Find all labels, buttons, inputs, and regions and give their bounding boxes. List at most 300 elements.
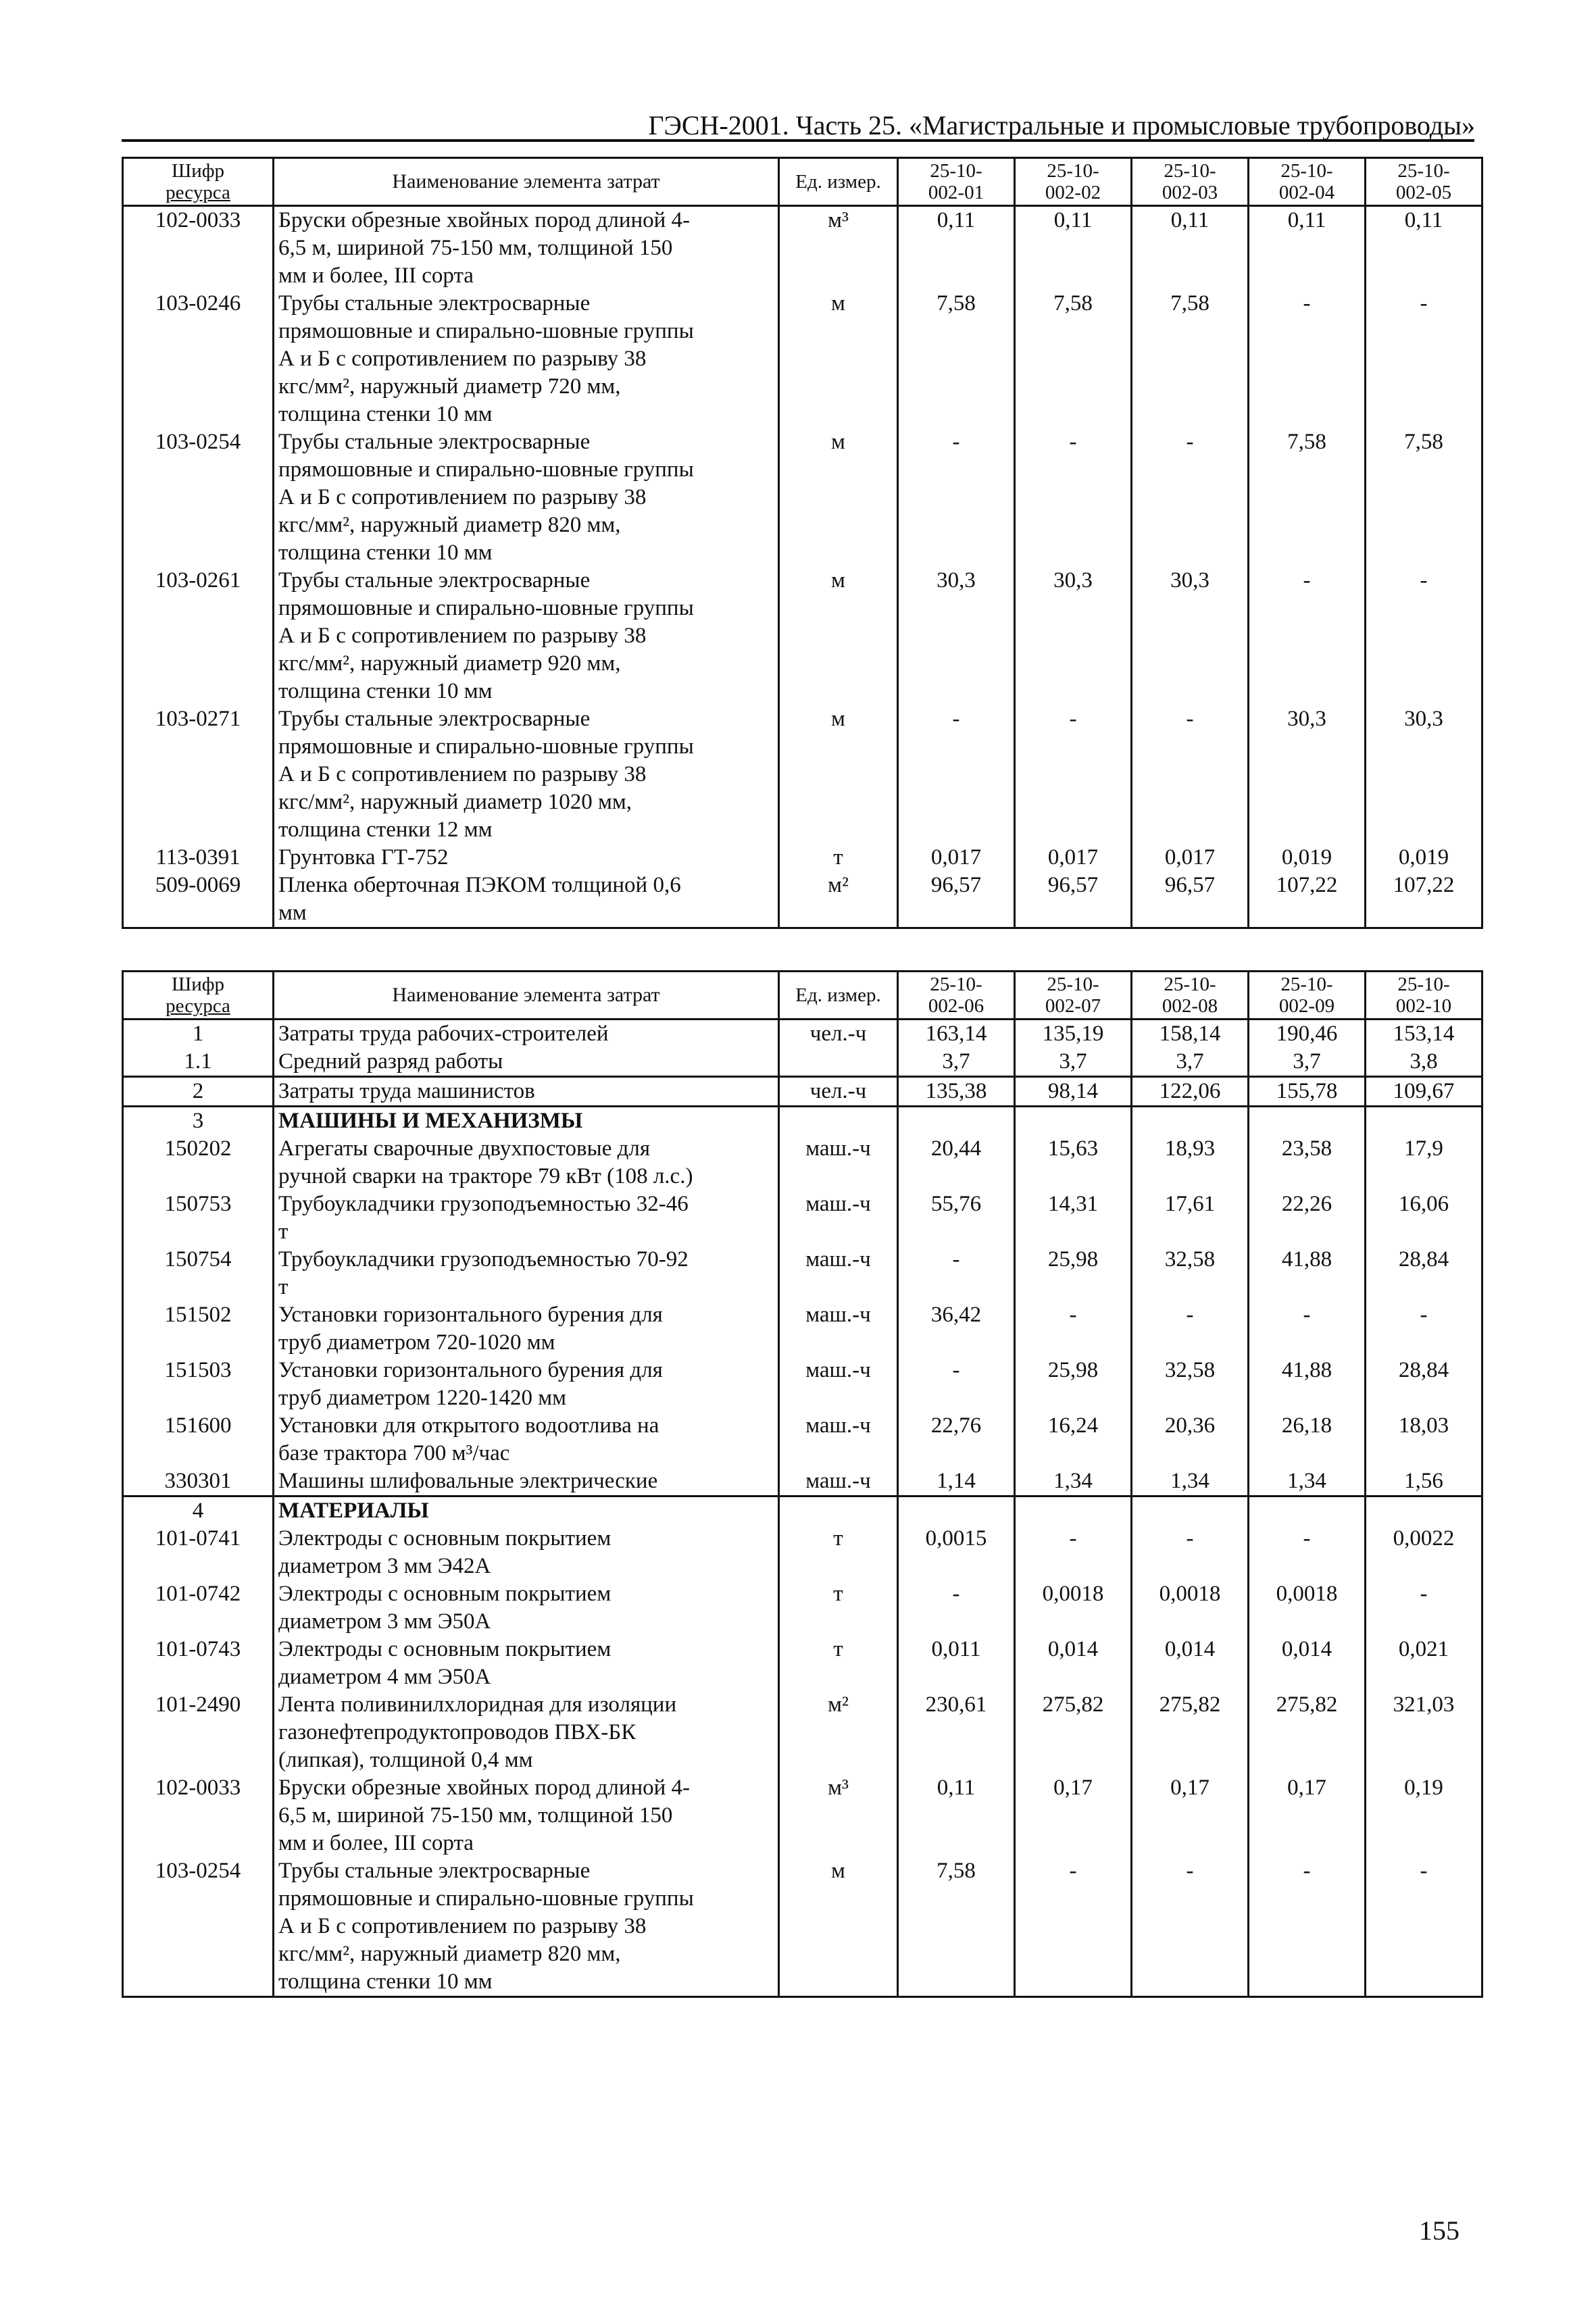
resource-value: 7,58 xyxy=(898,1857,1015,1997)
header-col-8 xyxy=(1132,972,1249,1020)
table-row xyxy=(123,1525,1482,1580)
resource-name-line: Установки горизонтального бурения для xyxy=(278,1358,663,1382)
resource-value: 275,82 xyxy=(1015,1691,1132,1774)
table-row xyxy=(123,1246,1482,1301)
resource-value: - xyxy=(1249,290,1366,428)
resource-value xyxy=(1249,1496,1366,1526)
resource-code: 103-0246 xyxy=(123,290,274,428)
table-row xyxy=(123,844,1482,872)
resource-name-line: А и Б с сопротивлением по разрыву 38 xyxy=(278,485,647,509)
resource-value: 17,9 xyxy=(1366,1135,1482,1190)
resource-name xyxy=(274,1691,779,1774)
resource-value: 0,014 xyxy=(1249,1636,1366,1691)
resource-value: 25,98 xyxy=(1015,1246,1132,1301)
resource-value xyxy=(1015,1107,1132,1136)
resource-value: 1,34 xyxy=(1249,1467,1366,1496)
resource-code: 151502 xyxy=(123,1301,274,1357)
header-col-10 xyxy=(1366,972,1482,1020)
resource-value: - xyxy=(898,428,1015,567)
resource-name-line: диаметром 4 мм Э50А xyxy=(278,1665,491,1689)
resource-value: - xyxy=(1015,1301,1132,1357)
resource-value: 158,14 xyxy=(1132,1020,1249,1049)
resource-value: 32,58 xyxy=(1132,1246,1249,1301)
table-row xyxy=(123,1467,1482,1496)
resource-name xyxy=(274,1636,779,1691)
resource-name-line: т xyxy=(278,1275,289,1299)
resource-value: 26,18 xyxy=(1249,1412,1366,1467)
table-row xyxy=(123,1412,1482,1467)
resource-value: 14,31 xyxy=(1015,1190,1132,1246)
resource-name-line: Агрегаты сварочные двухпостовые для xyxy=(278,1136,651,1161)
resource-name-line: Трубы стальные электросварные xyxy=(278,291,591,316)
resource-value: 3,7 xyxy=(1249,1048,1366,1077)
resource-value: 96,57 xyxy=(1015,872,1132,928)
resource-value: - xyxy=(1249,567,1366,705)
resource-unit: м xyxy=(779,567,898,705)
header-col-5 xyxy=(1366,158,1482,206)
resource-name xyxy=(274,1020,779,1049)
resource-name-line: МАШИНЫ И МЕХАНИЗМЫ xyxy=(278,1109,583,1133)
resource-name-line: Затраты труда машинистов xyxy=(278,1079,535,1103)
resource-code: 150202 xyxy=(123,1135,274,1190)
resource-value: 3,8 xyxy=(1366,1048,1482,1077)
resource-name xyxy=(274,872,779,928)
table-row xyxy=(123,1020,1482,1049)
header-col-line: 25-10- xyxy=(930,160,982,182)
header-col-line: 002-08 xyxy=(1162,995,1218,1017)
resource-value: 3,7 xyxy=(898,1048,1015,1077)
resource-name-line: (липкая), толщиной 0,4 мм xyxy=(278,1748,533,1772)
resource-value: 25,98 xyxy=(1015,1357,1132,1412)
resource-name-line: А и Б с сопротивлением по разрыву 38 xyxy=(278,624,647,648)
resource-value: 163,14 xyxy=(898,1020,1015,1049)
resource-name-line: толщина стенки 10 мм xyxy=(278,402,493,426)
header-col-1 xyxy=(898,158,1015,206)
header-code-line1: Шифр xyxy=(171,160,225,182)
resource-value: 1,34 xyxy=(1132,1467,1249,1496)
resource-value: 1,56 xyxy=(1366,1467,1482,1496)
resource-name-line: Трубоукладчики грузоподъемностью 32-46 xyxy=(278,1192,689,1216)
resource-name-line: труб диаметром 720-1020 мм xyxy=(278,1330,555,1355)
header-col-line: 002-10 xyxy=(1395,995,1452,1017)
header-col-2 xyxy=(1015,158,1132,206)
resource-unit: чел.-ч xyxy=(779,1077,898,1107)
resource-name xyxy=(274,428,779,567)
resource-value: 7,58 xyxy=(1015,290,1132,428)
resource-unit: маш.-ч xyxy=(779,1357,898,1412)
resource-unit: маш.-ч xyxy=(779,1467,898,1496)
resource-value xyxy=(1015,1496,1132,1526)
resource-value: - xyxy=(1249,1857,1366,1997)
resource-value: 41,88 xyxy=(1249,1246,1366,1301)
resource-value xyxy=(1366,1496,1482,1526)
table-row xyxy=(123,1301,1482,1357)
resource-name-line: мм и более, III сорта xyxy=(278,263,474,288)
resource-name xyxy=(274,1412,779,1467)
header-col-line: 25-10- xyxy=(1280,160,1333,182)
resource-value: 0,019 xyxy=(1366,844,1482,872)
resource-unit: маш.-ч xyxy=(779,1412,898,1467)
header-col-line: 002-07 xyxy=(1045,995,1101,1017)
resource-table-2-body xyxy=(123,1020,1482,1997)
resource-name xyxy=(274,1246,779,1301)
resource-value: 0,11 xyxy=(898,206,1015,291)
resource-value: 1,14 xyxy=(898,1467,1015,1496)
resource-value: 0,017 xyxy=(1132,844,1249,872)
header-col-4 xyxy=(1249,158,1366,206)
resource-name-line: Бруски обрезные хвойных пород длиной 4- xyxy=(278,208,691,232)
header-col-9 xyxy=(1249,972,1366,1020)
resource-value: 23,58 xyxy=(1249,1135,1366,1190)
resource-value: 28,84 xyxy=(1366,1246,1482,1301)
resource-value xyxy=(1249,1107,1366,1136)
resource-unit: т xyxy=(779,1525,898,1580)
resource-name-line: кгс/мм², наружный диаметр 820 мм, xyxy=(278,1942,621,1966)
resource-name xyxy=(274,705,779,844)
resource-name-line: Лента поливинилхлоридная для изоляции xyxy=(278,1692,677,1717)
resource-name xyxy=(274,1135,779,1190)
resource-name-line: Электроды с основным покрытием xyxy=(278,1637,612,1661)
resource-value: 0,19 xyxy=(1366,1774,1482,1857)
resource-value: 30,3 xyxy=(1015,567,1132,705)
header-unit: Ед. измер. xyxy=(779,158,898,206)
resource-name-line: Трубы стальные электросварные xyxy=(278,430,591,454)
resource-value: 0,17 xyxy=(1015,1774,1132,1857)
resource-name-line: Электроды с основным покрытием xyxy=(278,1582,612,1606)
resource-name-line: газонефтепродуктопроводов ПВХ-БК xyxy=(278,1720,637,1744)
resource-name-line: Установки для открытого водоотлива на xyxy=(278,1413,659,1438)
resource-unit: м² xyxy=(779,872,898,928)
resource-value: 41,88 xyxy=(1249,1357,1366,1412)
resource-value: 0,11 xyxy=(1249,206,1366,291)
resource-value: 36,42 xyxy=(898,1301,1015,1357)
resource-value: 0,11 xyxy=(1132,206,1249,291)
resource-value: 7,58 xyxy=(898,290,1015,428)
resource-value: - xyxy=(1249,1301,1366,1357)
resource-code: 103-0254 xyxy=(123,428,274,567)
resource-name xyxy=(274,1190,779,1246)
resource-value: 0,0022 xyxy=(1366,1525,1482,1580)
resource-value: 1,34 xyxy=(1015,1467,1132,1496)
resource-value xyxy=(898,1496,1015,1526)
resource-unit xyxy=(779,1496,898,1526)
resource-value: 18,03 xyxy=(1366,1412,1482,1467)
header-col-line: 25-10- xyxy=(1047,974,1099,995)
header-code-line2: ресурса xyxy=(166,995,230,1017)
resource-value: 275,82 xyxy=(1132,1691,1249,1774)
resource-value: 135,19 xyxy=(1015,1020,1132,1049)
resource-value: 153,14 xyxy=(1366,1020,1482,1049)
resource-value: 7,58 xyxy=(1249,428,1366,567)
resource-value: 16,24 xyxy=(1015,1412,1132,1467)
resource-unit: м xyxy=(779,290,898,428)
resource-unit: м² xyxy=(779,1691,898,1774)
resource-value: - xyxy=(1366,1580,1482,1636)
resource-value: - xyxy=(1366,567,1482,705)
resource-value: 155,78 xyxy=(1249,1077,1366,1107)
resource-name-line: МАТЕРИАЛЫ xyxy=(278,1499,429,1523)
table-row xyxy=(123,872,1482,928)
resource-unit: м³ xyxy=(779,1774,898,1857)
resource-name-line: диаметром 3 мм Э42А xyxy=(278,1554,491,1578)
resource-code: 151600 xyxy=(123,1412,274,1467)
resource-code: 509-0069 xyxy=(123,872,274,928)
resource-unit: м xyxy=(779,428,898,567)
resource-name-line: прямошовные и спирально-шовные группы xyxy=(278,734,694,759)
resource-unit: т xyxy=(779,1636,898,1691)
resource-value: - xyxy=(1366,290,1482,428)
resource-value: 0,017 xyxy=(898,844,1015,872)
resource-name-line: кгс/мм², наружный диаметр 920 мм, xyxy=(278,651,621,676)
resource-value: 30,3 xyxy=(1132,567,1249,705)
resource-value: 55,76 xyxy=(898,1190,1015,1246)
table-row xyxy=(123,1077,1482,1107)
section-row xyxy=(123,1496,1482,1526)
resource-unit xyxy=(779,1107,898,1136)
resource-name xyxy=(274,1580,779,1636)
resource-name xyxy=(274,844,779,872)
resource-name-line: базе трактора 700 м³/час xyxy=(278,1441,510,1465)
resource-value: 230,61 xyxy=(898,1691,1015,1774)
resource-value: 109,67 xyxy=(1366,1077,1482,1107)
resource-name-line: А и Б с сопротивлением по разрыву 38 xyxy=(278,762,647,786)
table-row xyxy=(123,705,1482,844)
resource-value: 20,36 xyxy=(1132,1412,1249,1467)
resource-code: 151503 xyxy=(123,1357,274,1412)
resource-value: 0,017 xyxy=(1015,844,1132,872)
resource-unit: чел.-ч xyxy=(779,1020,898,1049)
resource-name-line: Средний разряд работы xyxy=(278,1049,503,1074)
resource-value: 107,22 xyxy=(1249,872,1366,928)
resource-name-line: ручной сварки на тракторе 79 кВт (108 л.с.) xyxy=(278,1164,693,1188)
resource-name-line: 6,5 м, шириной 75-150 мм, толщиной 150 xyxy=(278,236,673,260)
resource-value: 16,06 xyxy=(1366,1190,1482,1246)
header-col-line: 002-02 xyxy=(1045,182,1101,203)
resource-name-line: Трубы стальные электросварные xyxy=(278,1859,591,1883)
resource-value: - xyxy=(1132,1301,1249,1357)
resource-unit: м xyxy=(779,1857,898,1997)
resource-value: 30,3 xyxy=(898,567,1015,705)
resource-name-line: прямошовные и спирально-шовные группы xyxy=(278,457,694,482)
resource-unit xyxy=(779,1048,898,1077)
resource-name-line: прямошовные и спирально-шовные группы xyxy=(278,319,694,343)
resource-code: 103-0271 xyxy=(123,705,274,844)
resource-code: 103-0261 xyxy=(123,567,274,705)
resource-name xyxy=(274,1857,779,1997)
resource-code: 101-0743 xyxy=(123,1636,274,1691)
resource-value: 22,76 xyxy=(898,1412,1015,1467)
resource-value: 0,0018 xyxy=(1132,1580,1249,1636)
resource-name-line: 6,5 м, шириной 75-150 мм, толщиной 150 xyxy=(278,1803,673,1828)
resource-value: 32,58 xyxy=(1132,1357,1249,1412)
table-row xyxy=(123,290,1482,428)
resource-value: - xyxy=(898,705,1015,844)
resource-value: 30,3 xyxy=(1249,705,1366,844)
resource-name-line: Бруски обрезные хвойных пород длиной 4- xyxy=(278,1776,691,1800)
header-name: Наименование элемента затрат xyxy=(274,972,779,1020)
table-header-row xyxy=(123,158,1482,206)
resource-name xyxy=(274,1467,779,1496)
resource-unit: т xyxy=(779,844,898,872)
resource-value: 0,014 xyxy=(1015,1636,1132,1691)
resource-value: - xyxy=(1015,428,1132,567)
resource-name xyxy=(274,206,779,291)
resource-code: 102-0033 xyxy=(123,206,274,291)
header-col-line: 25-10- xyxy=(1164,974,1216,995)
header-col-line: 002-01 xyxy=(928,182,984,203)
resource-value: 96,57 xyxy=(1132,872,1249,928)
header-rule xyxy=(122,139,1474,142)
resource-value: 0,11 xyxy=(1366,206,1482,291)
resource-table-1 xyxy=(122,157,1483,929)
header-name: Наименование элемента затрат xyxy=(274,158,779,206)
resource-code: 101-2490 xyxy=(123,1691,274,1774)
resource-unit: маш.-ч xyxy=(779,1135,898,1190)
header-col-line: 25-10- xyxy=(1047,160,1099,182)
resource-code: 1.1 xyxy=(123,1048,274,1077)
resource-value: 0,0018 xyxy=(1249,1580,1366,1636)
resource-value: 0,17 xyxy=(1249,1774,1366,1857)
resource-value: 98,14 xyxy=(1015,1077,1132,1107)
resource-name-line: толщина стенки 10 мм xyxy=(278,1969,493,1994)
resource-value: - xyxy=(1366,1301,1482,1357)
resource-unit: м xyxy=(779,705,898,844)
section-row xyxy=(123,1107,1482,1136)
resource-code: 103-0254 xyxy=(123,1857,274,1997)
header-col-line: 002-03 xyxy=(1162,182,1218,203)
resource-value: - xyxy=(1015,705,1132,844)
resource-name-line: толщина стенки 10 мм xyxy=(278,679,493,703)
resource-value: 107,22 xyxy=(1366,872,1482,928)
resource-value: - xyxy=(1132,705,1249,844)
resource-code: 101-0742 xyxy=(123,1580,274,1636)
table-row xyxy=(123,206,1482,291)
resource-name-line: Трубоукладчики грузоподъемностью 70-92 xyxy=(278,1247,689,1272)
header-code-line2: ресурса xyxy=(166,182,230,203)
resource-value: - xyxy=(898,1580,1015,1636)
header-col-line: 25-10- xyxy=(1280,974,1333,995)
resource-value: 0,17 xyxy=(1132,1774,1249,1857)
resource-code: 1 xyxy=(123,1020,274,1049)
resource-name-line: диаметром 3 мм Э50А xyxy=(278,1609,491,1634)
resource-name-line: кгс/мм², наружный диаметр 1020 мм, xyxy=(278,790,632,814)
resource-value: 135,38 xyxy=(898,1077,1015,1107)
resource-name-line: мм и более, III сорта xyxy=(278,1831,474,1855)
resource-code: 4 xyxy=(123,1496,274,1526)
header-col-line: 25-10- xyxy=(1397,160,1450,182)
table-row xyxy=(123,1857,1482,1997)
resource-value: 7,58 xyxy=(1366,428,1482,567)
resource-value: 15,63 xyxy=(1015,1135,1132,1190)
table-header-row xyxy=(123,972,1482,1020)
resource-value: 22,26 xyxy=(1249,1190,1366,1246)
resource-value: 18,93 xyxy=(1132,1135,1249,1190)
resource-value: 122,06 xyxy=(1132,1077,1249,1107)
resource-name-line: мм xyxy=(278,901,307,925)
resource-value: - xyxy=(1015,1525,1132,1580)
resource-value: 17,61 xyxy=(1132,1190,1249,1246)
resource-name xyxy=(274,567,779,705)
resource-name-line: Электроды с основным покрытием xyxy=(278,1526,612,1551)
resource-code: 102-0033 xyxy=(123,1774,274,1857)
resource-name-line: Трубы стальные электросварные xyxy=(278,568,591,593)
resource-value: 28,84 xyxy=(1366,1357,1482,1412)
resource-name-line: Грунтовка ГТ-752 xyxy=(278,845,449,870)
header-unit: Ед. измер. xyxy=(779,972,898,1020)
resource-value: 20,44 xyxy=(898,1135,1015,1190)
resource-value: 0,0018 xyxy=(1015,1580,1132,1636)
header-col-3 xyxy=(1132,158,1249,206)
resource-name-line: Затраты труда рабочих-строителей xyxy=(278,1022,609,1046)
resource-value: 0,014 xyxy=(1132,1636,1249,1691)
resource-unit: маш.-ч xyxy=(779,1246,898,1301)
header-col-line: 002-06 xyxy=(928,995,984,1017)
table-row xyxy=(123,1636,1482,1691)
resource-code: 2 xyxy=(123,1077,274,1107)
table-row xyxy=(123,1691,1482,1774)
resource-value: 30,3 xyxy=(1366,705,1482,844)
resource-value: 0,011 xyxy=(898,1636,1015,1691)
resource-unit: маш.-ч xyxy=(779,1190,898,1246)
header-col-line: 002-09 xyxy=(1278,995,1335,1017)
resource-value xyxy=(1132,1107,1249,1136)
resource-name-line: кгс/мм², наружный диаметр 820 мм, xyxy=(278,513,621,537)
resource-value: 190,46 xyxy=(1249,1020,1366,1049)
resource-name-line: Машины шлифовальные электрические xyxy=(278,1469,658,1493)
resource-value: 3,7 xyxy=(1132,1048,1249,1077)
table-row xyxy=(123,1357,1482,1412)
resource-name-line: Трубы стальные электросварные xyxy=(278,707,591,731)
resource-value: - xyxy=(1249,1525,1366,1580)
resource-name xyxy=(274,1301,779,1357)
resource-code: 150753 xyxy=(123,1190,274,1246)
header-col-6 xyxy=(898,972,1015,1020)
header-col-line: 25-10- xyxy=(1164,160,1216,182)
header-col-line: 25-10- xyxy=(1397,974,1450,995)
resource-name-line: т xyxy=(278,1219,289,1244)
table-row xyxy=(123,1580,1482,1636)
resource-code: 150754 xyxy=(123,1246,274,1301)
header-col-line: 002-05 xyxy=(1395,182,1452,203)
resource-value: 321,03 xyxy=(1366,1691,1482,1774)
resource-name-line: труб диаметром 1220-1420 мм xyxy=(278,1386,566,1410)
resource-code: 113-0391 xyxy=(123,844,274,872)
resource-value xyxy=(1366,1107,1482,1136)
resource-value xyxy=(898,1107,1015,1136)
resource-name-line: кгс/мм², наружный диаметр 720 мм, xyxy=(278,374,621,399)
resource-name xyxy=(274,1357,779,1412)
header-code xyxy=(123,158,274,206)
table-row xyxy=(123,428,1482,567)
resource-value: - xyxy=(1366,1857,1482,1997)
resource-value: - xyxy=(898,1357,1015,1412)
resource-unit: м³ xyxy=(779,206,898,291)
resource-name-line: Пленка оберточная ПЭКОМ толщиной 0,6 xyxy=(278,873,681,897)
header-code xyxy=(123,972,274,1020)
resource-name-line: толщина стенки 10 мм xyxy=(278,540,493,565)
resource-value: - xyxy=(1132,1857,1249,1997)
resource-name xyxy=(274,1525,779,1580)
resource-code: 330301 xyxy=(123,1467,274,1496)
table-row xyxy=(123,1048,1482,1077)
header-code-line1: Шифр xyxy=(171,974,225,995)
table-row xyxy=(123,567,1482,705)
resource-name xyxy=(274,1774,779,1857)
resource-value: 96,57 xyxy=(898,872,1015,928)
page-header-title: ГЭСН-2001. Часть 25. «Магистральные и промысловые трубопроводы» xyxy=(648,110,1475,141)
resource-value: 7,58 xyxy=(1132,290,1249,428)
header-col-line: 25-10- xyxy=(930,974,982,995)
